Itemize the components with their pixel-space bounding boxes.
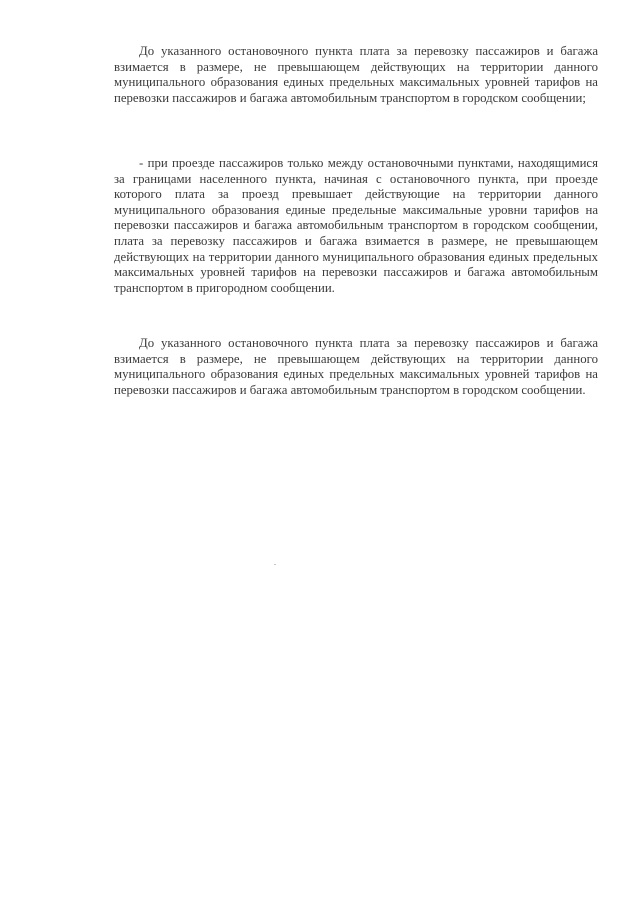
scan-speck	[274, 564, 276, 565]
paragraph-fare-limit-urban-repeat: До указанного остановочного пункта плата за перевозку пассажиров и багажа взимается в размере, не превышающем действующих на территории данного муниципального образования единых предельных максимальных уровней тарифов на перевозки пассажиров и багажа автомобильным транспортом в городском сообщении.	[114, 336, 598, 397]
paragraph-fare-limit-urban: До указанного остановочного пункта плата за перевозку пассажиров и багажа взимается в размере, не превышающем действующих на территории данного муниципального образования единых предельных максимальных уровней тарифов на перевозки пассажиров и багажа автомобильным транспортом в городском сообщении;	[114, 44, 598, 105]
paragraph-suburban-fare-rule: - при проезде пассажиров только между остановочными пунктами, находящимися за границами населенного пункта, начиная с остановочного пункта, при проезде которого плата за проезд превышает действующие на территории данного муниципального образования единые предельные максимальные уровни тарифов на перевозки пассажиров и багажа автомобильным транспортом в городском сообщении, плата за перевозку пассажиров и багажа взимается в размере, не превышающем действующих на территории данного муниципального образования единых предельных максимальных уровней тарифов на перевозки пассажиров и багажа автомобильным транспортом в пригородном сообщении.	[114, 156, 598, 295]
